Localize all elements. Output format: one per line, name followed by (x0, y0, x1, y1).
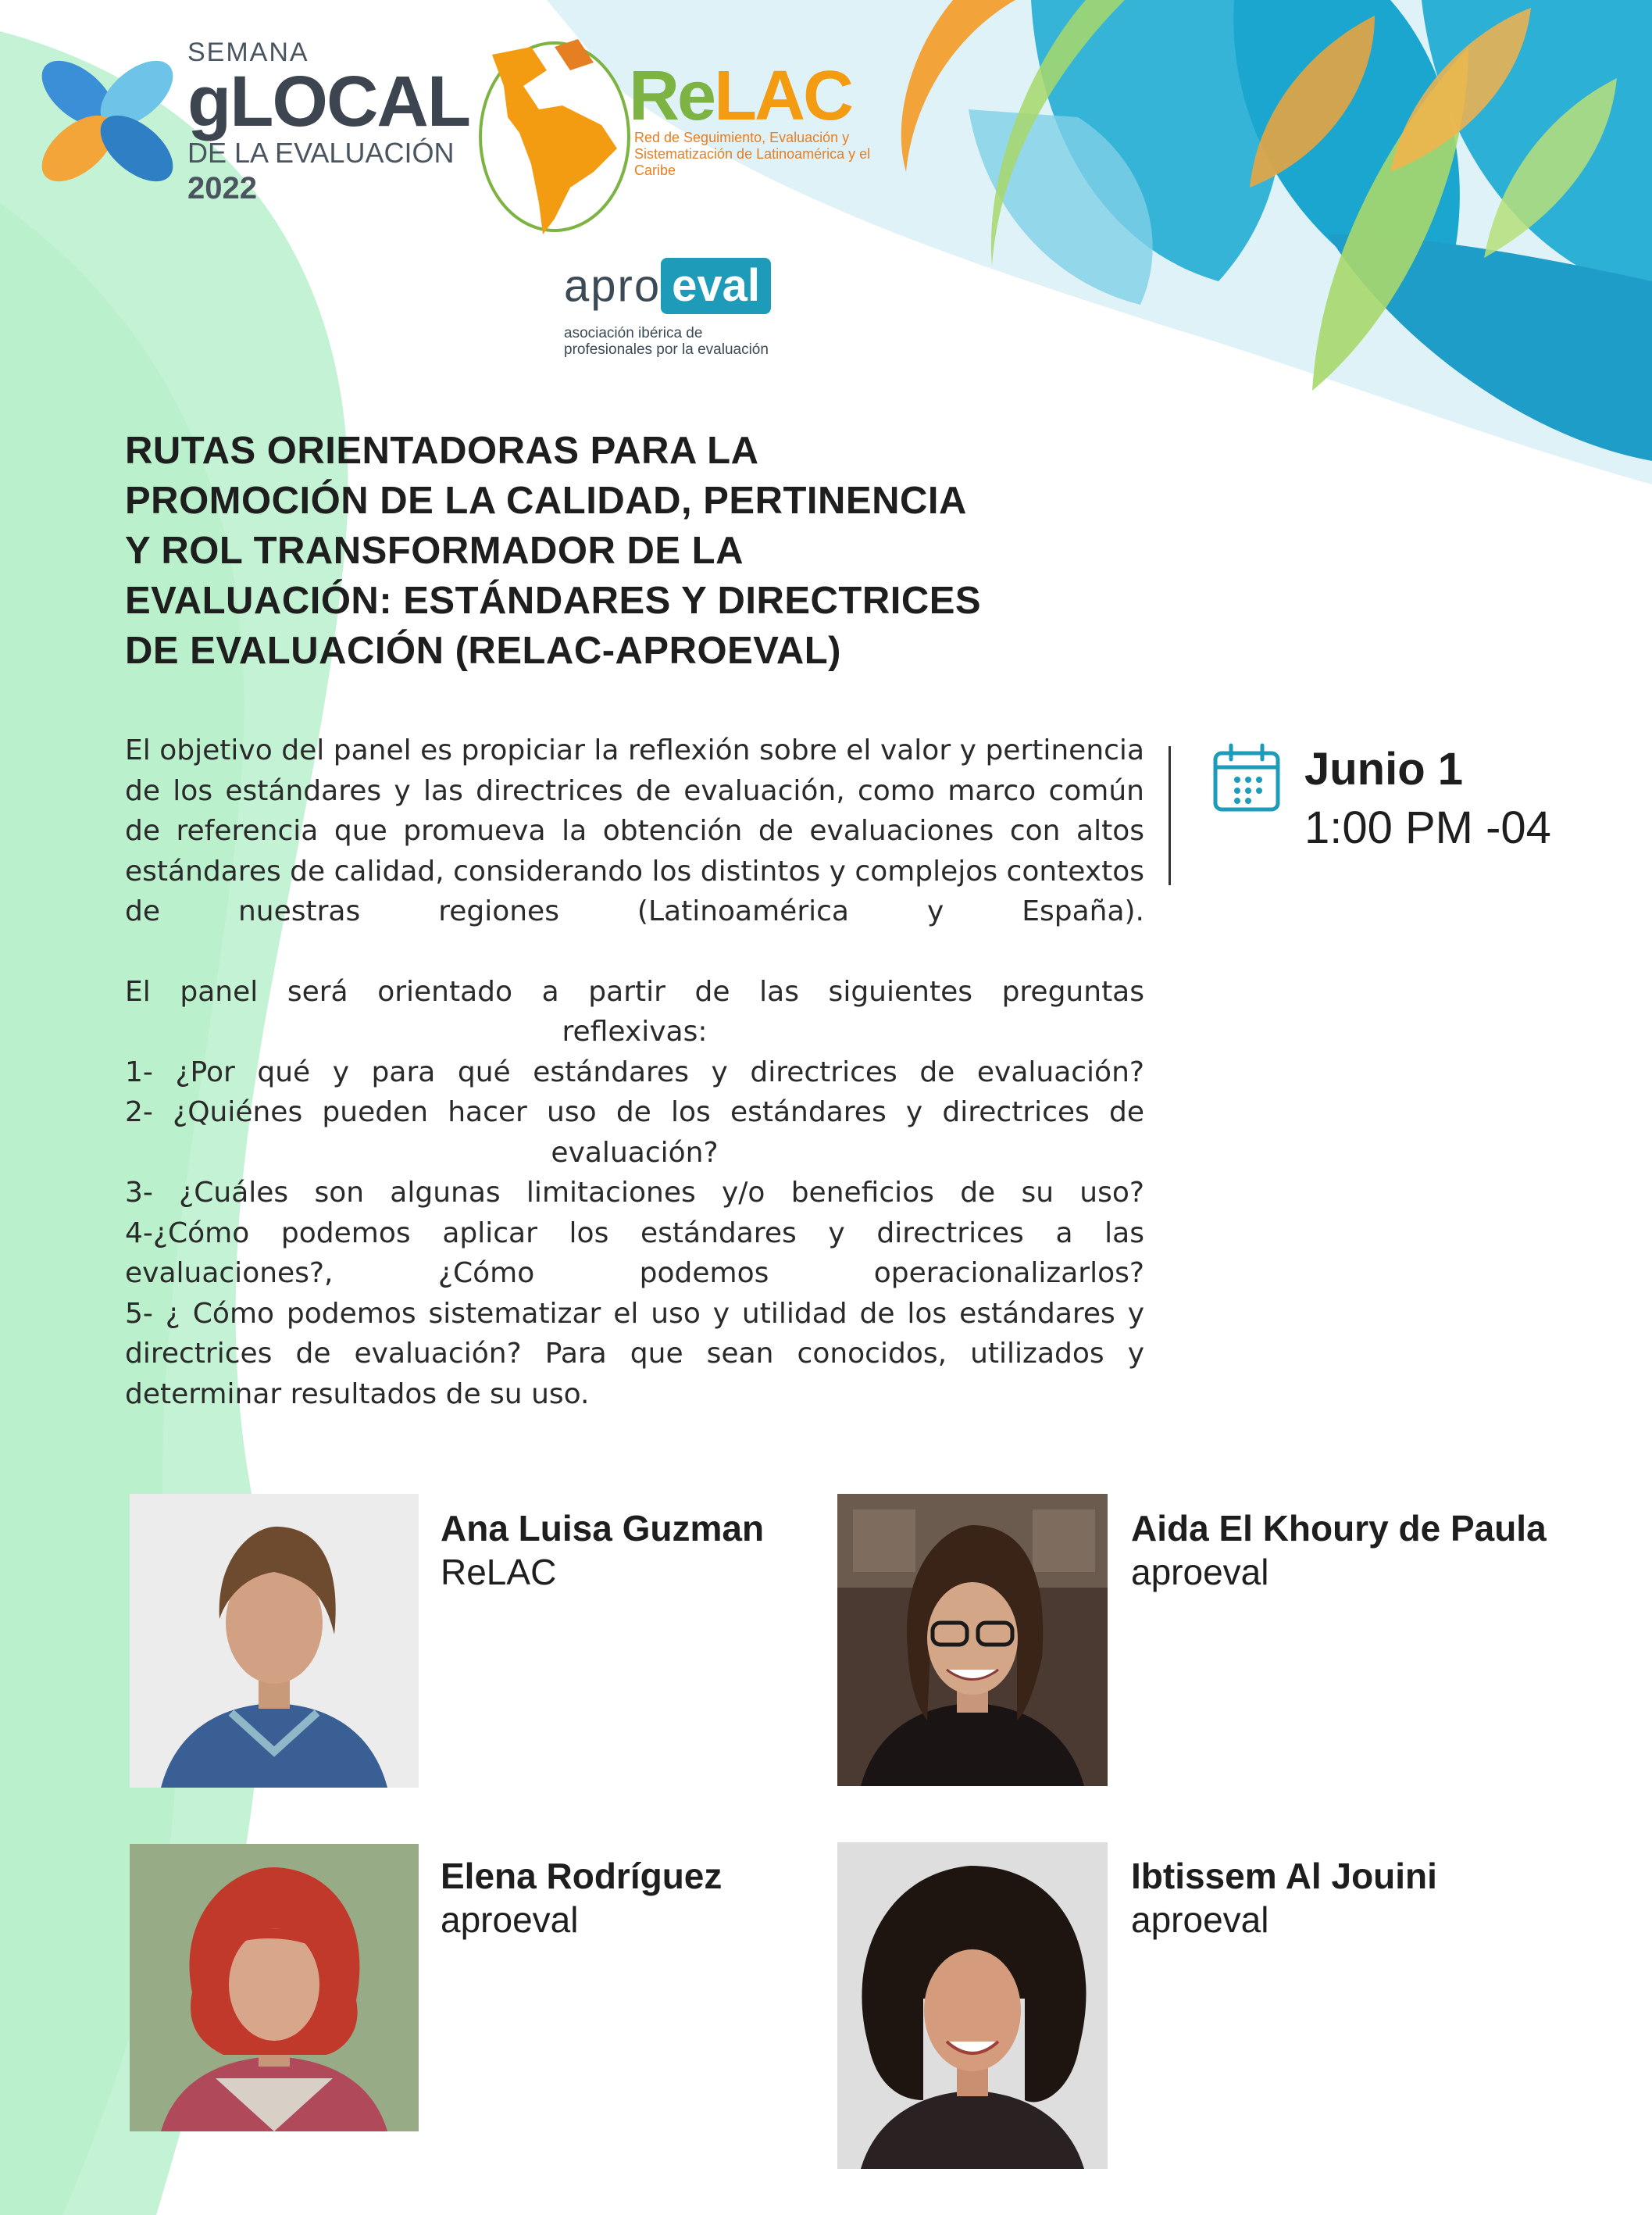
question-5: 5- ¿ Cómo podemos sistematizar el uso y utilidad de los estándares y directrices de evaluación? Para que sean conocidos, utilizados y determinar resultados de su uso. (125, 1297, 1144, 1410)
speaker-photo (130, 1494, 419, 1788)
glocal-line4: 2022 (187, 171, 257, 205)
speaker-org: aproeval (441, 1899, 579, 1940)
title-line: PROMOCIÓN DE LA CALIDAD, PERTINENCIA (125, 480, 967, 522)
aproeval-word1: apro (564, 260, 662, 312)
aproeval-subtitle-line1: asociación ibérica de (564, 325, 703, 341)
glocal-line2: gLOCAL (187, 62, 470, 141)
question-2-end: evaluación? (551, 1136, 719, 1169)
relac-logo-name (629, 57, 852, 135)
aproeval-logo (564, 258, 771, 358)
speaker-org: aproeval (1131, 1899, 1269, 1940)
title-line: DE EVALUACIÓN (RELAC-APROEVAL) (125, 630, 841, 672)
date-divider (1169, 746, 1171, 885)
questions-lead-end: reflexivas: (562, 1016, 708, 1048)
speaker-name: Aida El Khoury de Paula (1131, 1508, 1547, 1549)
speaker-card (441, 1854, 722, 1942)
title-line: EVALUACIÓN: ESTÁNDARES Y DIRECTRICES (125, 580, 982, 622)
question-2: 2- ¿Quiénes pueden hacer uso de los estándares y directrices de (125, 1096, 1144, 1128)
glocal-line3: DE LA EVALUACIÓN (187, 137, 455, 169)
speaker-photo (837, 1494, 1108, 1786)
description (125, 731, 1144, 1414)
speaker-org: aproeval (1131, 1552, 1269, 1592)
glocal-line1: SEMANA (187, 38, 309, 67)
relac-name-re: Re (629, 57, 715, 135)
question-4: 4-¿Cómo podemos aplicar los estándares y directrices a las evaluaciones?, ¿Cómo podemos operacionalizarlos? (125, 1216, 1144, 1289)
speaker-org: ReLAC (441, 1552, 557, 1592)
speaker-name: Ibtissem Al Jouini (1131, 1856, 1437, 1896)
speaker-card (1131, 1506, 1547, 1594)
speaker-name: Ana Luisa Guzman (441, 1508, 765, 1549)
title-line: Y ROL TRANSFORMADOR DE LA (125, 530, 744, 572)
relac-map-icon (476, 31, 633, 242)
speaker-card (441, 1506, 764, 1594)
aproeval-subtitle-line2: profesionales por la evaluación (564, 341, 769, 358)
speaker-photo (837, 1842, 1108, 2169)
glocal-logo-mark (31, 31, 187, 211)
glocal-logo-text (187, 38, 469, 206)
intro-paragraph: El objetivo del panel es propiciar la reflexión sobre el valor y pertinencia de los estándares y las directrices de evaluación, como marco común de referencia que promueva la obtención de evaluaciones con altos estándares de calidad, considerando los distintos y complejos contextos de nuestras regiones (Latinoamérica y España). (125, 734, 1144, 927)
event-time: 1:00 PM -04 (1304, 802, 1551, 853)
title-line: RUTAS ORIENTADORAS PARA LA (125, 430, 759, 472)
aproeval-word2: eval (661, 258, 771, 314)
relac-subtitle: Red de Seguimiento, Evaluación y Sistematización de Latinoamérica y el Caribe (634, 130, 871, 178)
speaker-name: Elena Rodríguez (441, 1856, 723, 1896)
speaker-photo (130, 1844, 419, 2131)
page-title (125, 426, 1023, 676)
question-1: 1- ¿Por qué y para qué estándares y directrices de evaluación? (125, 1056, 1144, 1088)
question-3: 3- ¿Cuáles son algunas limitaciones y/o beneficios de su uso? (125, 1177, 1144, 1209)
questions-lead: El panel será orientado a partir de las siguientes preguntas (125, 975, 1144, 1008)
calendar-icon (1211, 742, 1283, 814)
speaker-card (1131, 1854, 1437, 1942)
relac-name-lac: LAC (714, 57, 852, 135)
event-date: Junio 1 (1304, 744, 1464, 795)
